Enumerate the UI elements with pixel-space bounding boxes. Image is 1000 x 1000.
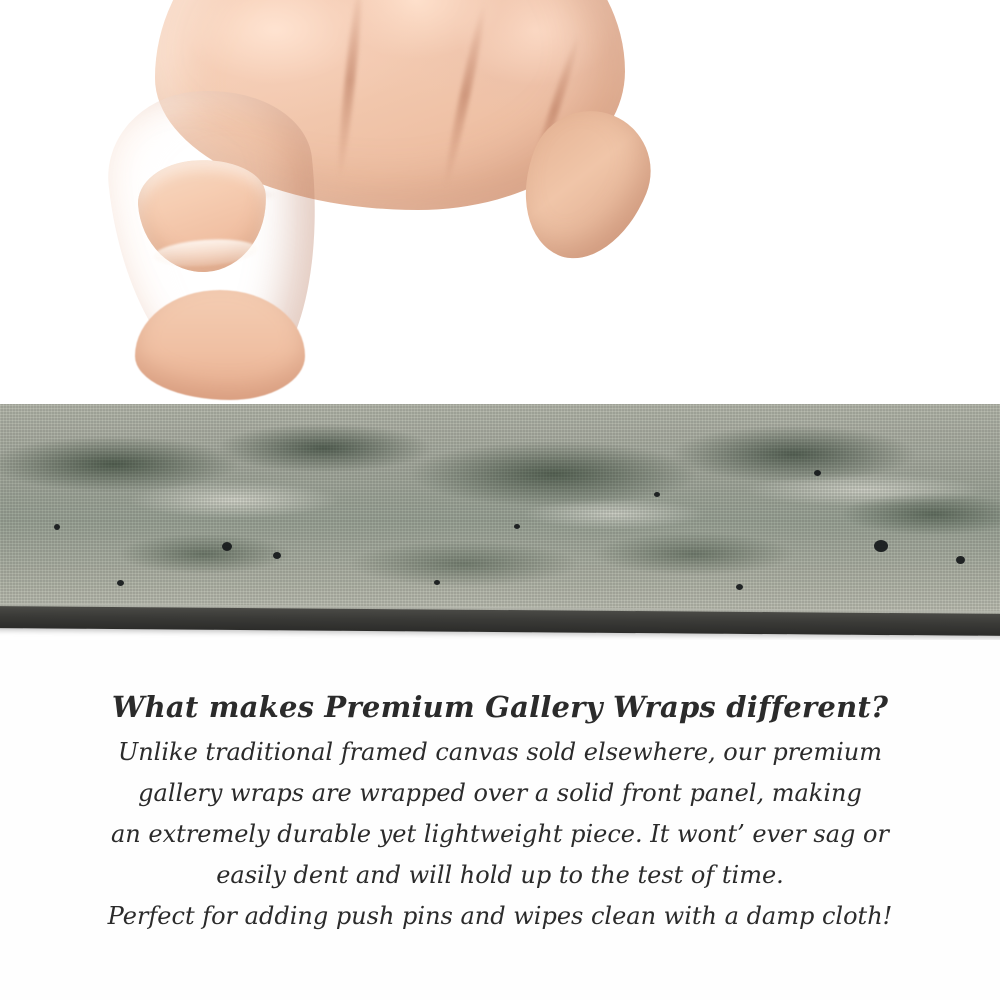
caption-block <box>0 690 1000 942</box>
hand-pressing-canvas <box>95 0 615 430</box>
caption-line: easily dent and will hold up to the test of time. <box>216 861 784 890</box>
artwork-speckles <box>0 404 1000 616</box>
caption-line: an extremely durable yet lightweight piece. It wont’ ever sag or <box>111 820 889 849</box>
canvas-wrap-edge <box>0 404 1000 640</box>
canvas-artwork-surface <box>0 404 1000 616</box>
caption-line: Perfect for adding push pins and wipes clean with a damp cloth! <box>107 902 893 931</box>
caption-body <box>0 736 1000 934</box>
caption-line: gallery wraps are wrapped over a solid front panel, making <box>138 779 862 808</box>
caption-line: Unlike traditional framed canvas sold elsewhere, our premium <box>117 738 882 766</box>
caption-heading: What makes Premium Gallery Wraps different? <box>111 690 889 724</box>
